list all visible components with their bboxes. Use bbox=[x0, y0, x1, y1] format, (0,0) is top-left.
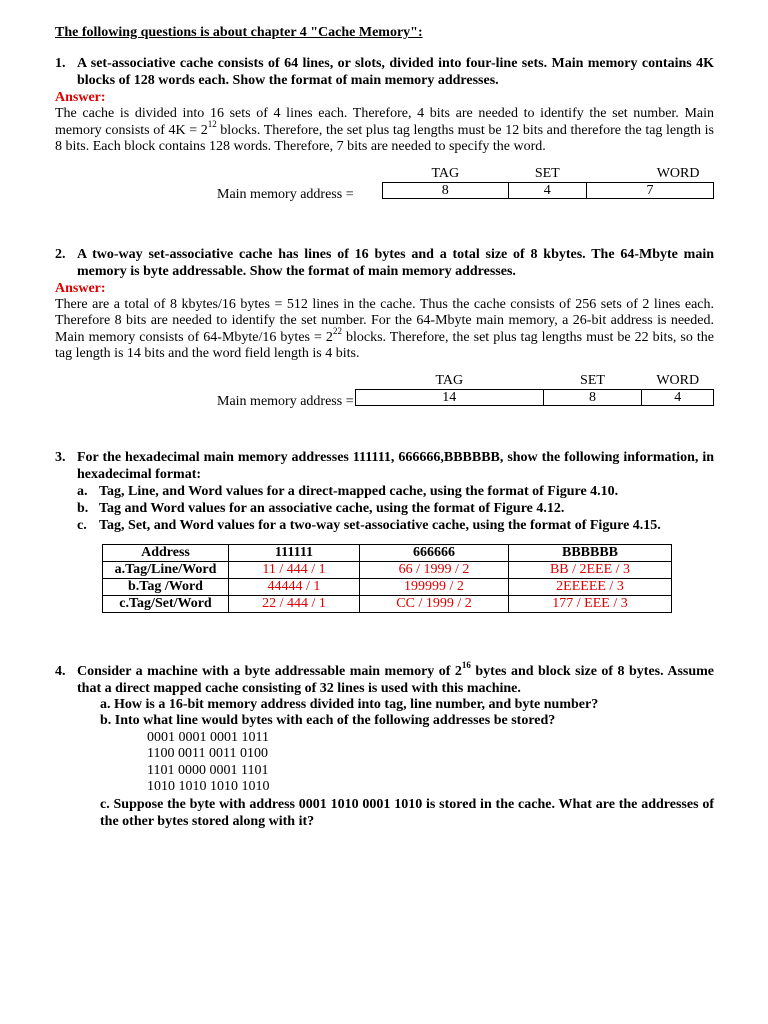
table-header: Address bbox=[103, 544, 229, 561]
sub-question-a: a. Tag, Line, and Word values for a direct-mapped cache, using the format of Figure 4.10. bbox=[77, 483, 619, 499]
answer-label: Answer: bbox=[55, 280, 106, 296]
address-format-table bbox=[382, 166, 714, 199]
row-label: c.Tag/Set/Word bbox=[103, 595, 229, 612]
document-page bbox=[55, 24, 714, 830]
sub-question-b: b. Into what line would bytes with each of the following addresses be stored? bbox=[100, 713, 556, 728]
row-label: b.Tag /Word bbox=[103, 578, 229, 595]
binary-address: 1101 0000 0001 1101 bbox=[147, 762, 269, 778]
table-cell: 11 / 444 / 1 bbox=[229, 561, 360, 578]
sub-question-c: c. Suppose the byte with address 0001 1010 0001 1010 is stored in the cache. What are the addresses of the other bytes stored along with it? bbox=[100, 796, 714, 829]
table-row bbox=[103, 561, 672, 578]
question-4: 4. Consider a machine with a byte addressable main memory of $2^{16}$ bytes and block size of 8 bytes. Assume that a direct mapped cache consisting of 32 lines is used with this machine. bbox=[55, 659, 714, 696]
page-heading: The following questions is about chapter 4 "Cache Memory": bbox=[55, 25, 423, 40]
field-header-tag: TAG bbox=[435, 373, 464, 388]
field-value-tag: 8 bbox=[383, 182, 509, 198]
table-header: BBBBBB bbox=[509, 544, 672, 561]
address-format-table bbox=[355, 373, 714, 406]
table-header: 666666 bbox=[360, 544, 509, 561]
table-cell: 66 / 1999 / 2 bbox=[360, 561, 509, 578]
question-number: 3. bbox=[55, 449, 66, 465]
question-2 bbox=[55, 246, 714, 280]
table-row bbox=[103, 595, 672, 612]
field-value-set: 4 bbox=[508, 182, 586, 198]
sub-question-c: c. Tag, Set, and Word values for a two-way set-associative cache, using the format of Figure 4.15. bbox=[77, 517, 661, 533]
table-cell: 2EEEEE / 3 bbox=[509, 578, 672, 595]
cache-values-table bbox=[102, 544, 672, 613]
answer-paragraph: There are a total of 8 kbytes/16 bytes = 512 lines in the cache. Thus the cache consists of 256 sets of 2 lines each. Therefore 8 bits are needed to identify the set number. For the 64-Mbyte main memory, a 26-bit address is needed. Main memory consists of 64-Mbyte/16 bytes = $2^{22}$ blocks. Therefore, the set plus tag lengths must be 22 bits, so the tag length is 14 bits and the word field length is 4 bits. bbox=[55, 296, 714, 361]
question-text: For the hexadecimal main memory addresses 111111, 666666,BBBBBB, show the following information, in hexadecimal format: bbox=[77, 449, 714, 482]
question-text: A two-way set-associative cache has lines of 16 bytes and a total size of 8 kbytes. The 64-Mbyte main memory is byte addressable. Show the format of main memory addresses. bbox=[77, 246, 714, 279]
field-value-tag: 14 bbox=[356, 389, 544, 405]
table-cell: 177 / EEE / 3 bbox=[509, 595, 672, 612]
table-cell: 199999 / 2 bbox=[360, 578, 509, 595]
address-label: Main memory address = bbox=[217, 393, 354, 409]
field-header-set: SET bbox=[534, 166, 560, 181]
table-header-row bbox=[103, 544, 672, 561]
binary-address: 0001 0001 0001 1011 bbox=[147, 729, 269, 745]
sub-question-b: b. Tag and Word values for an associative cache, using the format of Figure 4.12. bbox=[77, 500, 565, 516]
answer-label: Answer: bbox=[55, 90, 106, 105]
field-header-tag: TAG bbox=[431, 166, 460, 181]
question-number: 2. bbox=[55, 246, 66, 262]
field-header-word: WORD bbox=[656, 373, 700, 388]
field-header-set: SET bbox=[580, 373, 605, 388]
binary-address: 1010 1010 1010 1010 bbox=[147, 779, 270, 794]
table-cell: CC / 1999 / 2 bbox=[360, 595, 509, 612]
answer-paragraph: The cache is divided into 16 sets of 4 lines each. Therefore, 4 bits are needed to identify the set number. Main memory consists of $4K = 2^{12}$ blocks. Therefore, the set plus tag lengths must be 12 bits and therefore the tag length is 8 bits. Each block contains 128 words. Therefore, 7 bits are needed to specify the word. bbox=[55, 106, 714, 154]
question-1 bbox=[55, 55, 714, 89]
table-header: 111111 bbox=[229, 544, 360, 561]
table-row bbox=[103, 578, 672, 595]
question-text: A set-associative cache consists of 64 lines, or slots, divided into four-line sets. Main memory contains 4K blocks of 128 words each. Show the format of main memory addresses. bbox=[77, 56, 714, 88]
field-value-set: 8 bbox=[543, 389, 642, 405]
question-3 bbox=[55, 449, 714, 483]
address-format-1 bbox=[55, 166, 714, 206]
question-number: 4. bbox=[55, 663, 66, 679]
field-header-word: WORD bbox=[656, 166, 700, 181]
table-cell: 22 / 444 / 1 bbox=[229, 595, 360, 612]
question-number: 1. bbox=[55, 56, 66, 71]
field-value-word: 4 bbox=[642, 389, 714, 405]
binary-address: 1100 0011 0011 0100 bbox=[147, 746, 268, 761]
table-cell: 44444 / 1 bbox=[229, 578, 360, 595]
row-label: a.Tag/Line/Word bbox=[103, 561, 229, 578]
sub-question-a: a. How is a 16-bit memory address divided into tag, line number, and byte number? bbox=[100, 696, 599, 712]
table-cell: BB / 2EEE / 3 bbox=[509, 561, 672, 578]
address-label: Main memory address = bbox=[217, 186, 354, 202]
field-value-word: 7 bbox=[587, 182, 714, 198]
address-format-2 bbox=[55, 373, 714, 413]
